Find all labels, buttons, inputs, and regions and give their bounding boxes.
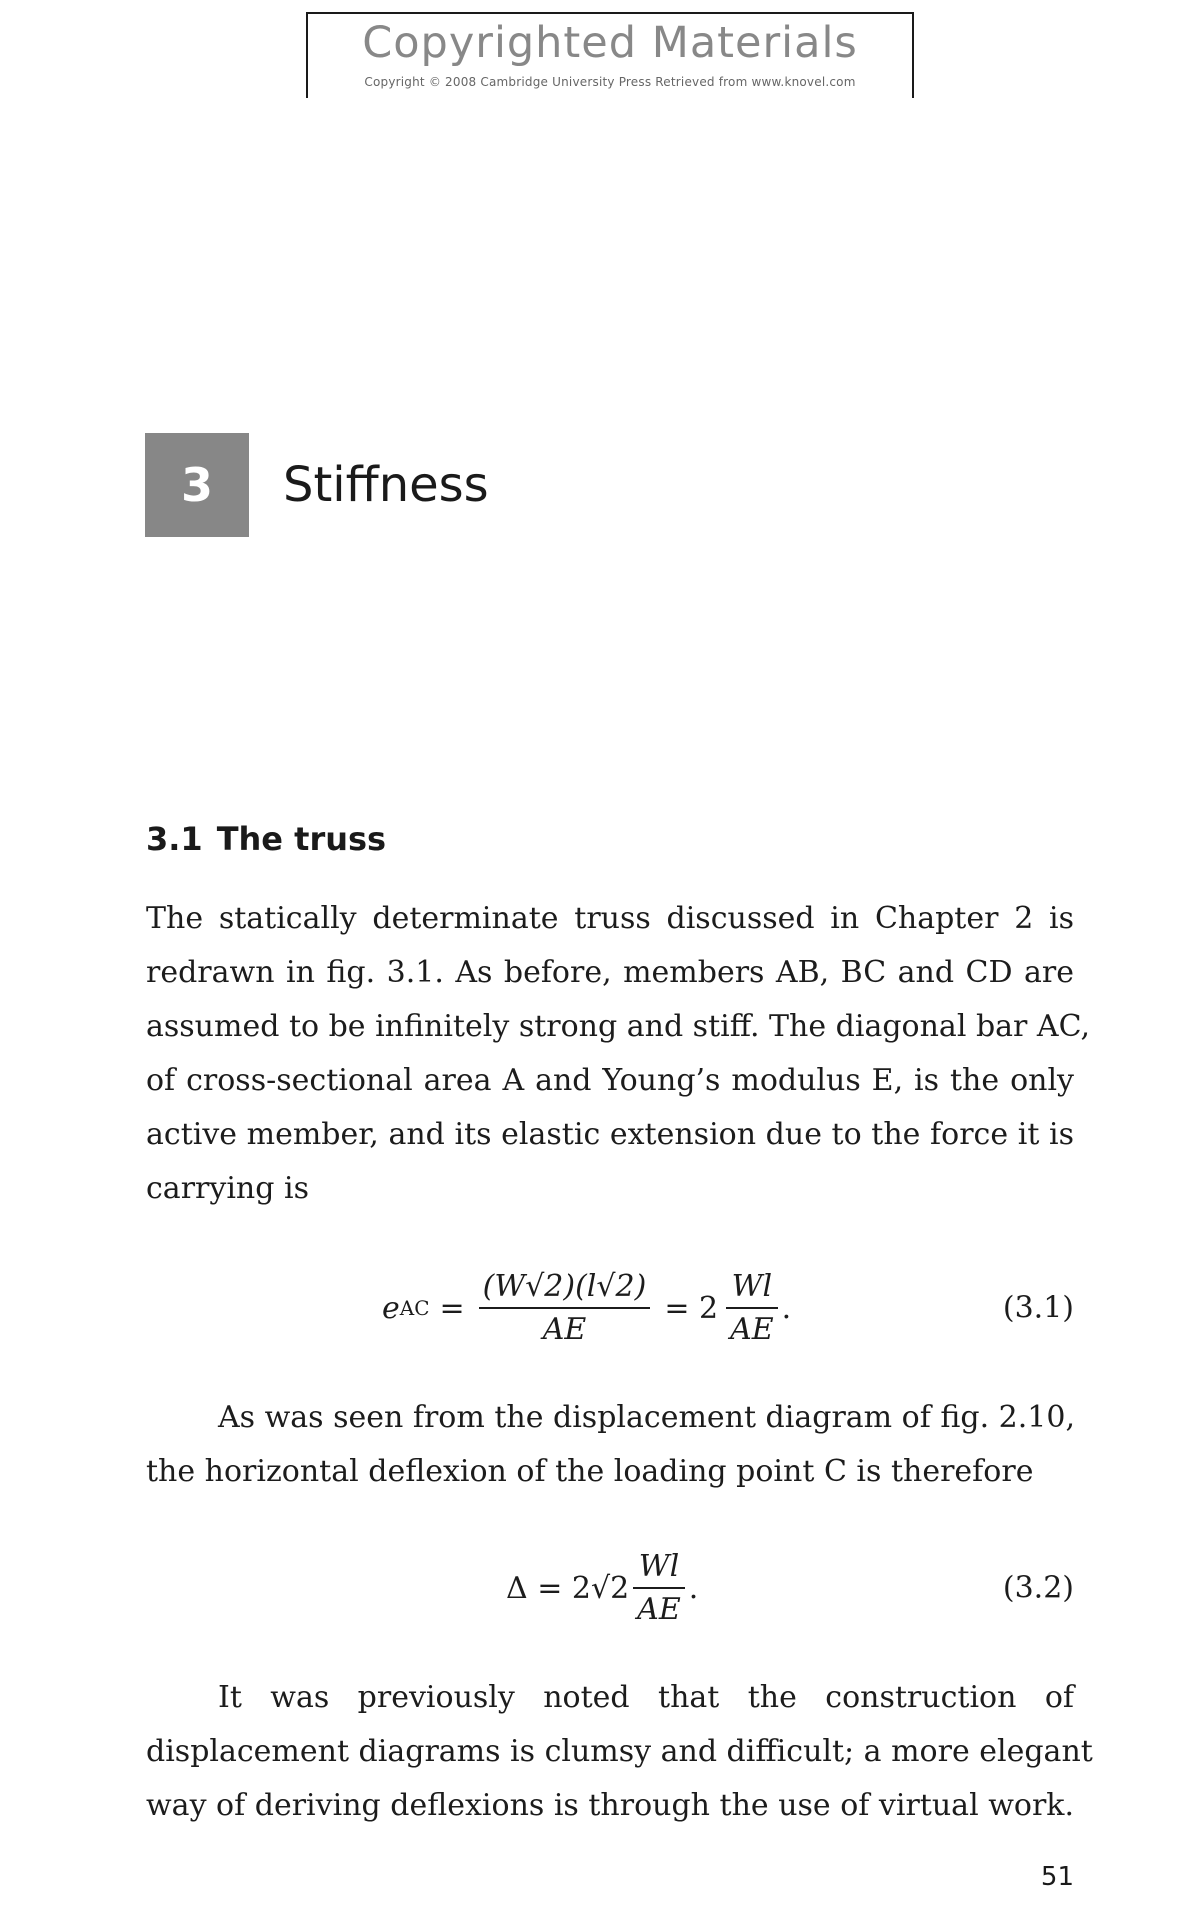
- paragraph-line: The statically determinate truss discussed in Chapter 2 is: [146, 901, 1074, 936]
- chapter-title: Stiffness: [283, 457, 489, 513]
- fraction-numerator: (W√2)(l√2): [479, 1270, 651, 1309]
- equation-number: (3.2): [1002, 1570, 1074, 1606]
- fraction-denominator: AE: [730, 1312, 774, 1347]
- paragraph-line: the horizontal deflexion of the loading point C is therefore: [146, 1454, 1034, 1489]
- paragraph-1: [146, 892, 1091, 1216]
- fraction-numerator: Wl: [633, 1550, 685, 1589]
- fraction-denominator: AE: [637, 1592, 681, 1627]
- page-number: 51: [1040, 1862, 1074, 1892]
- eq-period: .: [688, 1570, 699, 1606]
- paragraph-line: As was seen from the displacement diagram of fig. 2.10,: [218, 1400, 1075, 1435]
- fraction: [633, 1550, 685, 1626]
- section-heading: [146, 820, 386, 858]
- fraction-numerator: Wl: [726, 1270, 778, 1309]
- chapter-number: 3: [180, 458, 213, 512]
- eq-equals: =: [439, 1290, 465, 1326]
- eq-lhs-subscript: AC: [399, 1296, 430, 1320]
- paragraph-3: [146, 1671, 1093, 1833]
- equation-body: [506, 1538, 698, 1638]
- equation-number: (3.1): [1002, 1290, 1074, 1326]
- watermark-title: Copyrighted Materials: [362, 18, 858, 68]
- eq-equals-2: = 2: [664, 1290, 719, 1326]
- equation-3-1: [146, 1258, 1074, 1358]
- paragraph-line: It was previously noted that the construction of: [218, 1680, 1074, 1715]
- eq-period: .: [781, 1290, 792, 1326]
- paragraph-line: redrawn in fig. 3.1. As before, members AB, BC and CD are: [146, 955, 1074, 990]
- paragraph-line: of cross-sectional area A and Young’s modulus E, is the only: [146, 1063, 1074, 1098]
- paragraph-line: carrying is: [146, 1171, 309, 1206]
- equation-body: [382, 1258, 791, 1358]
- section-title: The truss: [216, 820, 387, 858]
- paragraph-2: [146, 1391, 1074, 1499]
- equation-3-2: [146, 1538, 1074, 1638]
- fraction-denominator: AE: [542, 1312, 587, 1347]
- paragraph-line: assumed to be infinitely strong and stiff. The diagonal bar AC,: [146, 1009, 1091, 1044]
- paragraph-line: active member, and its elastic extension due to the force it is: [146, 1117, 1074, 1152]
- section-number: 3.1: [146, 820, 203, 858]
- watermark-subtitle: Copyright © 2008 Cambridge University Press Retrieved from www.knovel.com: [364, 75, 856, 89]
- paragraph-line: way of deriving deflexions is through the use of virtual work.: [146, 1788, 1074, 1823]
- eq-lhs: e: [382, 1290, 400, 1326]
- chapter-number-box: [145, 433, 249, 537]
- copyright-watermark: [306, 12, 914, 98]
- fraction: [479, 1270, 651, 1346]
- fraction: [726, 1270, 778, 1346]
- eq-lhs: Δ = 2√2: [506, 1570, 630, 1606]
- paragraph-line: displacement diagrams is clumsy and difficult; a more elegant: [146, 1734, 1093, 1769]
